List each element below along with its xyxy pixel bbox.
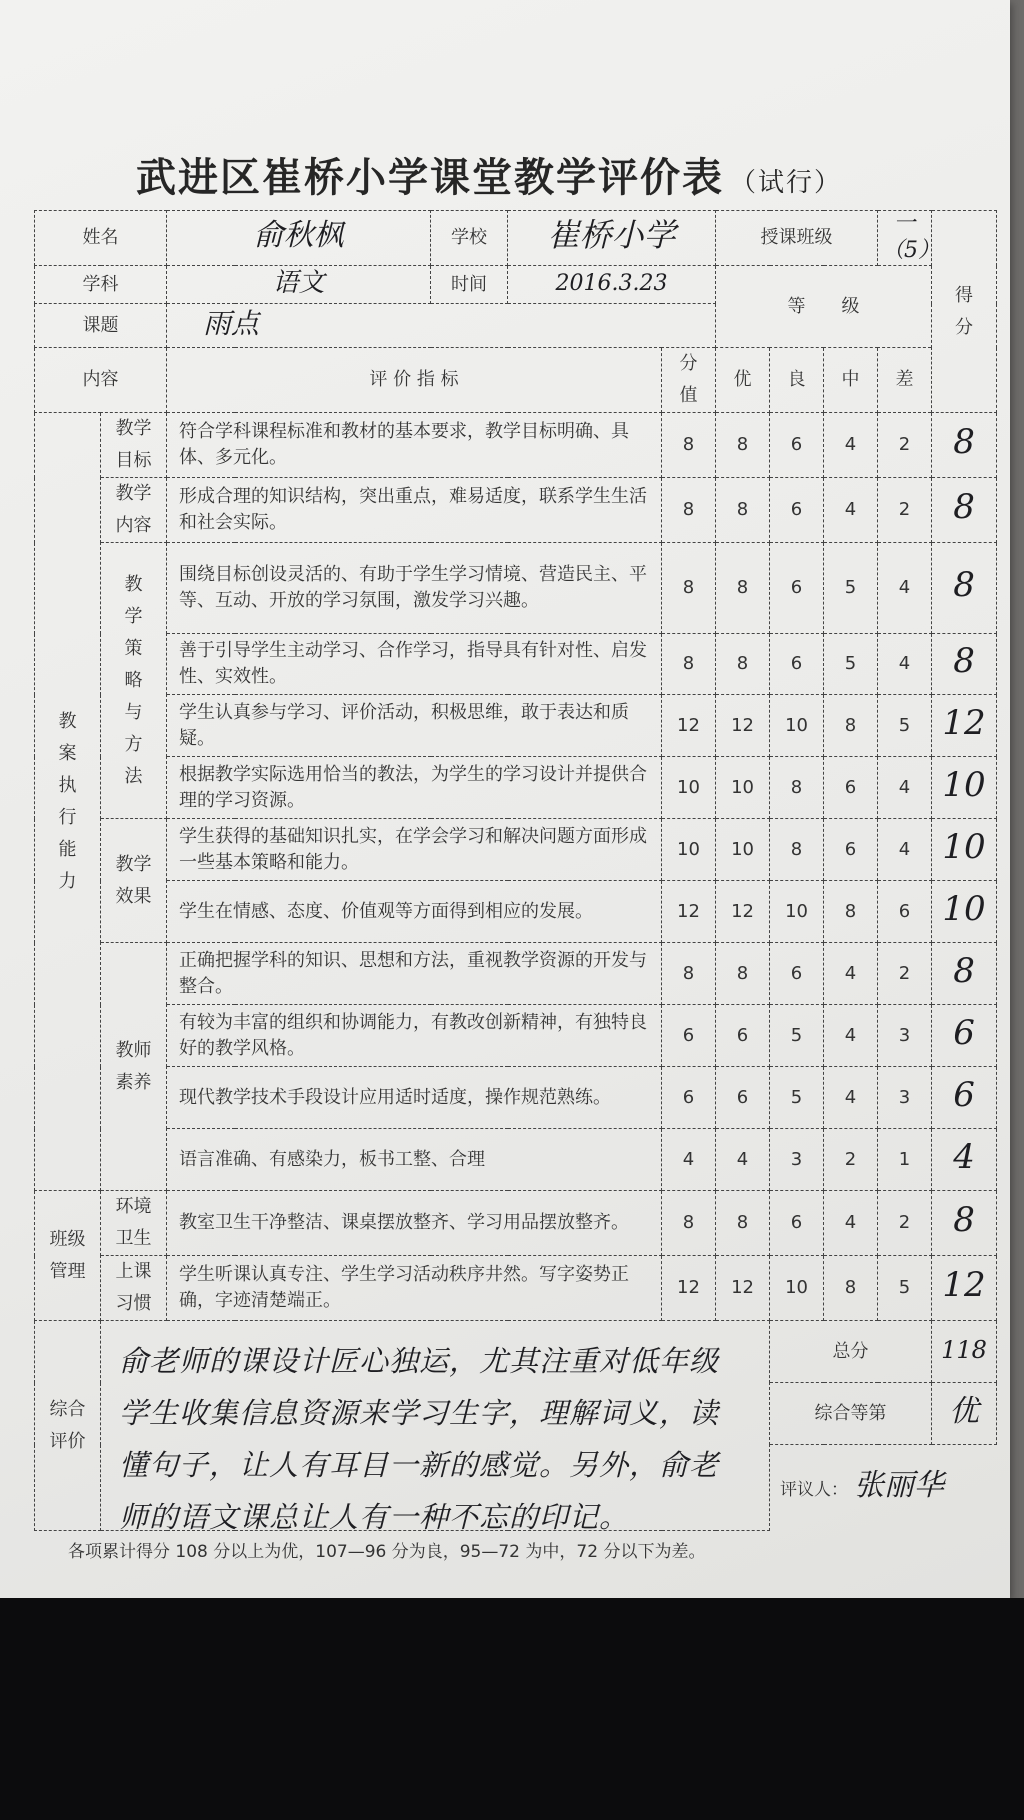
points-cell: 12	[662, 881, 716, 943]
good-cell: 6	[770, 1191, 824, 1256]
class-label: 授课班级	[716, 211, 878, 266]
points-cell: 6	[662, 1067, 716, 1129]
school-label: 学校	[431, 211, 508, 266]
content-column-header: 内容	[35, 348, 167, 413]
poor-cell: 2	[878, 413, 932, 478]
score-cell: 8	[932, 634, 997, 695]
topic-label: 课题	[35, 304, 167, 348]
points-column-header: 分值	[662, 348, 716, 413]
evaluation-table	[34, 210, 997, 1534]
indicator-text: 学生认真参与学习、评价活动，积极思维，敢于表达和质疑。	[167, 695, 662, 757]
name-label: 姓名	[35, 211, 167, 266]
good-cell: 6	[770, 413, 824, 478]
table-row	[35, 1256, 997, 1321]
score-cell: 10	[932, 881, 997, 943]
indicator-text: 善于引导学生主动学习、合作学习，指导具有针对性、启发性、实效性。	[167, 634, 662, 695]
poor-cell: 4	[878, 543, 932, 634]
category-habit: 上课习惯	[101, 1256, 167, 1321]
excellent-cell: 4	[716, 1129, 770, 1191]
table-row	[35, 1067, 997, 1129]
points-cell: 10	[662, 757, 716, 819]
medium-cell: 8	[824, 695, 878, 757]
category-effect: 教学效果	[101, 819, 167, 943]
topic-value: 雨点	[167, 304, 716, 348]
category-content: 教学内容	[101, 478, 167, 543]
poor-cell: 2	[878, 1191, 932, 1256]
table-row	[35, 943, 997, 1005]
table-row	[35, 695, 997, 757]
indicator-text: 有较为丰富的组织和协调能力，有教改创新精神，有独特良好的教学风格。	[167, 1005, 662, 1067]
score-cell: 10	[932, 819, 997, 881]
points-cell: 8	[662, 1191, 716, 1256]
table-row	[35, 413, 997, 478]
medium-cell: 8	[824, 1256, 878, 1321]
table-row	[35, 1129, 997, 1191]
good-cell: 8	[770, 819, 824, 881]
good-cell: 8	[770, 757, 824, 819]
indicator-text: 学生听课认真专注、学生学习活动秩序井然。写字姿势正确，字迹清楚端正。	[167, 1256, 662, 1321]
indicator-column-header: 评 价 指 标	[167, 348, 662, 413]
good-cell: 6	[770, 543, 824, 634]
school-value: 崔桥小学	[508, 211, 716, 266]
indicator-text: 教室卫生干净整洁、课桌摆放整齐、学习用品摆放整齐。	[167, 1191, 662, 1256]
score-cell: 4	[932, 1129, 997, 1191]
points-cell: 8	[662, 543, 716, 634]
good-cell: 5	[770, 1005, 824, 1067]
excellent-cell: 10	[716, 819, 770, 881]
medium-cell: 4	[824, 1067, 878, 1129]
points-cell: 8	[662, 634, 716, 695]
reviewer-cell	[770, 1445, 997, 1531]
poor-cell: 6	[878, 881, 932, 943]
total-label: 总分	[770, 1321, 932, 1383]
poor-cell: 5	[878, 1256, 932, 1321]
score-cell: 12	[932, 695, 997, 757]
category-strategy: 教学策略与方法	[101, 543, 167, 819]
summary-label: 综合评价	[35, 1321, 101, 1531]
points-cell: 8	[662, 943, 716, 1005]
medium-cell: 4	[824, 1005, 878, 1067]
good-column-header: 良	[770, 348, 824, 413]
reviewer-label: 评议人：	[780, 1479, 849, 1500]
good-cell: 10	[770, 695, 824, 757]
good-cell: 5	[770, 1067, 824, 1129]
excellent-cell: 8	[716, 634, 770, 695]
overall-grade-label: 综合等第	[770, 1383, 932, 1445]
good-cell: 10	[770, 881, 824, 943]
points-cell: 12	[662, 695, 716, 757]
score-cell: 10	[932, 757, 997, 819]
excellent-cell: 8	[716, 943, 770, 1005]
indicator-text: 语言准确、有感染力，板书工整、合理	[167, 1129, 662, 1191]
indicator-text: 根据教学实际选用恰当的教法，为学生的学习设计并提供合理的学习资源。	[167, 757, 662, 819]
excellent-cell: 6	[716, 1005, 770, 1067]
subject-label: 学科	[35, 266, 167, 304]
poor-cell: 4	[878, 819, 932, 881]
medium-cell: 6	[824, 757, 878, 819]
indicator-text: 符合学科课程标准和教材的基本要求，教学目标明确、具体、多元化。	[167, 413, 662, 478]
score-cell: 8	[932, 413, 997, 478]
excellent-cell: 12	[716, 695, 770, 757]
table-row	[35, 819, 997, 881]
total-value: 118	[932, 1321, 997, 1383]
table-row	[35, 1005, 997, 1067]
medium-cell: 4	[824, 413, 878, 478]
table-row	[35, 881, 997, 943]
poor-cell: 3	[878, 1005, 932, 1067]
score-cell: 8	[932, 1191, 997, 1256]
score-cell: 12	[932, 1256, 997, 1321]
section-class-management: 班级管理	[35, 1191, 101, 1321]
points-cell: 10	[662, 819, 716, 881]
time-value: 2016.3.23	[508, 266, 716, 304]
points-cell: 8	[662, 413, 716, 478]
good-cell: 3	[770, 1129, 824, 1191]
header-row-1	[35, 211, 997, 266]
indicator-text: 学生获得的基础知识扎实，在学会学习和解决问题方面形成一些基本策略和能力。	[167, 819, 662, 881]
points-cell: 4	[662, 1129, 716, 1191]
good-cell: 6	[770, 634, 824, 695]
form-title-main: 武进区崔桥小学课堂教学评价表	[136, 154, 724, 201]
indicator-text: 正确把握学科的知识、思想和方法，重视教学资源的开发与整合。	[167, 943, 662, 1005]
poor-cell: 4	[878, 757, 932, 819]
reviewer-signature: 张丽华	[854, 1467, 945, 1503]
poor-column-header: 差	[878, 348, 932, 413]
section-teaching-ability: 教案执行能力	[35, 413, 101, 1191]
medium-cell: 4	[824, 478, 878, 543]
poor-cell: 2	[878, 943, 932, 1005]
poor-cell: 3	[878, 1067, 932, 1129]
excellent-cell: 12	[716, 1256, 770, 1321]
medium-cell: 2	[824, 1129, 878, 1191]
good-cell: 6	[770, 943, 824, 1005]
summary-comment: 俞老师的课设计匠心独运，尤其注重对低年级学生收集信息资源来学习生字，理解词义，读懂句子，让人有耳目一新的感觉。另外，俞老师的语文课总让人有一种不忘的印记。	[119, 1344, 720, 1534]
medium-column-header: 中	[824, 348, 878, 413]
excellent-cell: 8	[716, 478, 770, 543]
header-row-2	[35, 266, 997, 304]
dark-background	[0, 1598, 1024, 1820]
excellent-column-header: 优	[716, 348, 770, 413]
indicator-text: 学生在情感、态度、价值观等方面得到相应的发展。	[167, 881, 662, 943]
score-cell: 8	[932, 543, 997, 634]
score-cell: 6	[932, 1005, 997, 1067]
excellent-cell: 8	[716, 413, 770, 478]
form-title	[136, 146, 936, 203]
poor-cell: 1	[878, 1129, 932, 1191]
indicator-text: 形成合理的知识结构，突出重点，难易适度，联系学生生活和社会实际。	[167, 478, 662, 543]
summary-comment-cell	[101, 1321, 770, 1534]
poor-cell: 4	[878, 634, 932, 695]
grading-footnote: 各项累计得分 108 分以上为优，107—96 分为良，95—72 为中，72 分以下为差。	[68, 1542, 706, 1562]
points-cell: 8	[662, 478, 716, 543]
overall-grade-value: 优	[932, 1383, 997, 1445]
medium-cell: 8	[824, 881, 878, 943]
poor-cell: 5	[878, 695, 932, 757]
form-title-suffix: （试行）	[730, 168, 843, 198]
subject-value: 语文	[167, 266, 431, 304]
score-cell: 8	[932, 943, 997, 1005]
table-row	[35, 634, 997, 695]
table-row	[35, 478, 997, 543]
table-row	[35, 757, 997, 819]
medium-cell: 6	[824, 819, 878, 881]
category-goal: 教学目标	[101, 413, 167, 478]
score-cell: 6	[932, 1067, 997, 1129]
excellent-cell: 10	[716, 757, 770, 819]
score-header: 得分	[932, 211, 997, 413]
grade-header: 等 级	[716, 266, 932, 348]
good-cell: 6	[770, 478, 824, 543]
excellent-cell: 8	[716, 1191, 770, 1256]
summary-row-1	[35, 1321, 997, 1383]
medium-cell: 5	[824, 543, 878, 634]
good-cell: 10	[770, 1256, 824, 1321]
category-quality: 教师素养	[101, 943, 167, 1191]
name-value: 俞秋枫	[167, 211, 431, 266]
medium-cell: 4	[824, 1191, 878, 1256]
class-value: 一（5）	[878, 211, 932, 266]
time-label: 时间	[431, 266, 508, 304]
poor-cell: 2	[878, 478, 932, 543]
table-row	[35, 543, 997, 634]
category-hygiene: 环境卫生	[101, 1191, 167, 1256]
score-cell: 8	[932, 478, 997, 543]
points-cell: 6	[662, 1005, 716, 1067]
table-row	[35, 1191, 997, 1256]
indicator-text: 现代教学技术手段设计应用适时适度，操作规范熟练。	[167, 1067, 662, 1129]
medium-cell: 4	[824, 943, 878, 1005]
column-header-row	[35, 348, 997, 413]
excellent-cell: 6	[716, 1067, 770, 1129]
indicator-text: 围绕目标创设灵活的、有助于学生学习情境、营造民主、平等、互动、开放的学习氛围，激发学习兴趣。	[167, 543, 662, 634]
medium-cell: 5	[824, 634, 878, 695]
points-cell: 12	[662, 1256, 716, 1321]
excellent-cell: 8	[716, 543, 770, 634]
excellent-cell: 12	[716, 881, 770, 943]
